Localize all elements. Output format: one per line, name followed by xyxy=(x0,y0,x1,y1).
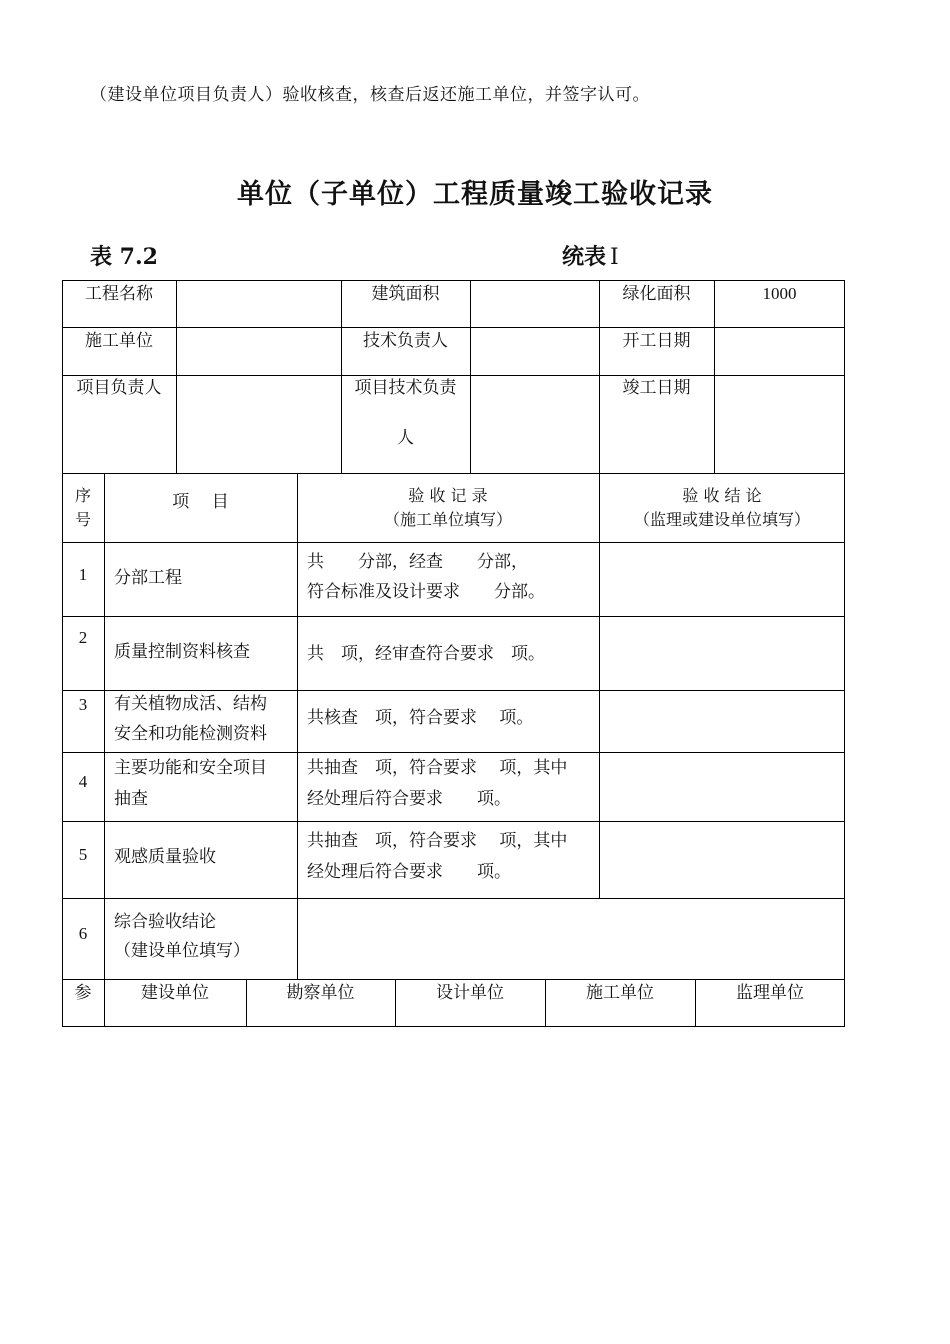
row-6-no: 6 xyxy=(78,924,88,943)
tech-lead-label: 技术负责人 xyxy=(363,331,448,351)
row-5-conclusion[interactable] xyxy=(600,822,844,897)
table-number: 表 7.2 xyxy=(90,244,158,270)
row-2-conclusion[interactable] xyxy=(600,617,844,689)
row-5-item: 观感质量验收 xyxy=(114,847,216,867)
participant-design-unit: 设计单位 xyxy=(436,983,504,1003)
row-3-item-2: 安全和功能检测资料 xyxy=(114,724,267,744)
participant-supervisor: 监理单位 xyxy=(736,983,804,1003)
row-4-item-2: 抽查 xyxy=(114,789,148,809)
building-area-label: 建筑面积 xyxy=(371,284,440,304)
participant-survey-unit: 勘察单位 xyxy=(286,983,355,1003)
completion-date-label: 竣工日期 xyxy=(622,378,691,398)
contractor-label: 施工单位 xyxy=(85,331,153,351)
row-4-record-2: 经处理后符合要求 项。 xyxy=(307,789,511,809)
row-3-no: 3 xyxy=(78,695,88,714)
row-1-no: 1 xyxy=(78,565,88,584)
row-1-record-2: 符合标准及设计要求 分部。 xyxy=(307,582,545,602)
row-3-record: 共核查 项，符合要求 项。 xyxy=(307,708,534,728)
header-conclusion-sub: （监理或建设单位填写） xyxy=(633,510,810,529)
project-tech-lead-label-cont: 人 xyxy=(397,428,414,448)
row-2-no: 2 xyxy=(78,628,88,647)
row-2-item: 质量控制资料核查 xyxy=(114,642,250,662)
project-name-label: 工程名称 xyxy=(85,284,153,304)
row-1-conclusion[interactable] xyxy=(600,543,844,615)
continuation-roman: Ⅰ xyxy=(610,245,619,270)
col-divider xyxy=(104,473,105,1027)
row-3-conclusion[interactable] xyxy=(600,691,844,751)
row-3-item: 有关植物成活、结构 xyxy=(114,694,267,714)
row-4-item: 主要功能和安全项目 xyxy=(114,758,267,778)
project-tech-lead-label: 项目技术负责 xyxy=(354,378,457,398)
start-date-label: 开工日期 xyxy=(622,331,691,351)
row-5-no: 5 xyxy=(78,845,88,864)
row-2-record: 共 项，经审查符合要求 项。 xyxy=(307,644,545,664)
row-1-record: 共 分部，经查 分部， xyxy=(307,552,528,572)
row-divider xyxy=(62,473,845,474)
row-1-item: 分部工程 xyxy=(114,568,182,588)
participant-construction-owner: 建设单位 xyxy=(141,983,209,1003)
participants-label: 参 xyxy=(74,983,92,1003)
row-6-conclusion[interactable] xyxy=(298,899,844,978)
header-seq-2: 号 xyxy=(74,510,91,529)
header-record-sub: （施工单位填写） xyxy=(383,510,512,529)
row-6-item-2: （建设单位填写） xyxy=(114,941,250,961)
col-divider xyxy=(176,280,177,473)
row-6-item: 综合验收结论 xyxy=(114,912,216,932)
page-title: 单位（子单位）工程质量竣工验收记录 xyxy=(237,179,713,210)
row-4-conclusion[interactable] xyxy=(600,753,844,820)
green-area-label: 绿化面积 xyxy=(622,284,691,304)
project-lead-label: 项目负责人 xyxy=(76,378,162,398)
green-area-value[interactable]: 1000 xyxy=(762,284,797,303)
header-seq: 序 xyxy=(74,486,91,505)
row-4-no: 4 xyxy=(78,772,88,791)
row-5-record-2: 经处理后符合要求 项。 xyxy=(307,862,511,882)
row-4-record: 共抽查 项，符合要求 项，其中 xyxy=(307,758,568,778)
col-divider xyxy=(470,280,471,473)
header-conclusion: 验 收 结 论 xyxy=(682,486,762,505)
header-item: 项 目 xyxy=(172,492,229,512)
row-5-record: 共抽查 项，符合要求 项，其中 xyxy=(307,831,568,851)
participant-contractor: 施工单位 xyxy=(586,983,654,1003)
continuation-label xyxy=(562,240,619,271)
intro-text: （建设单位项目负责人）验收核查，核查后返还施工单位，并签字认可。 xyxy=(90,85,650,105)
header-record: 验 收 记 录 xyxy=(408,486,488,505)
continuation-text: 统表 xyxy=(562,244,607,270)
